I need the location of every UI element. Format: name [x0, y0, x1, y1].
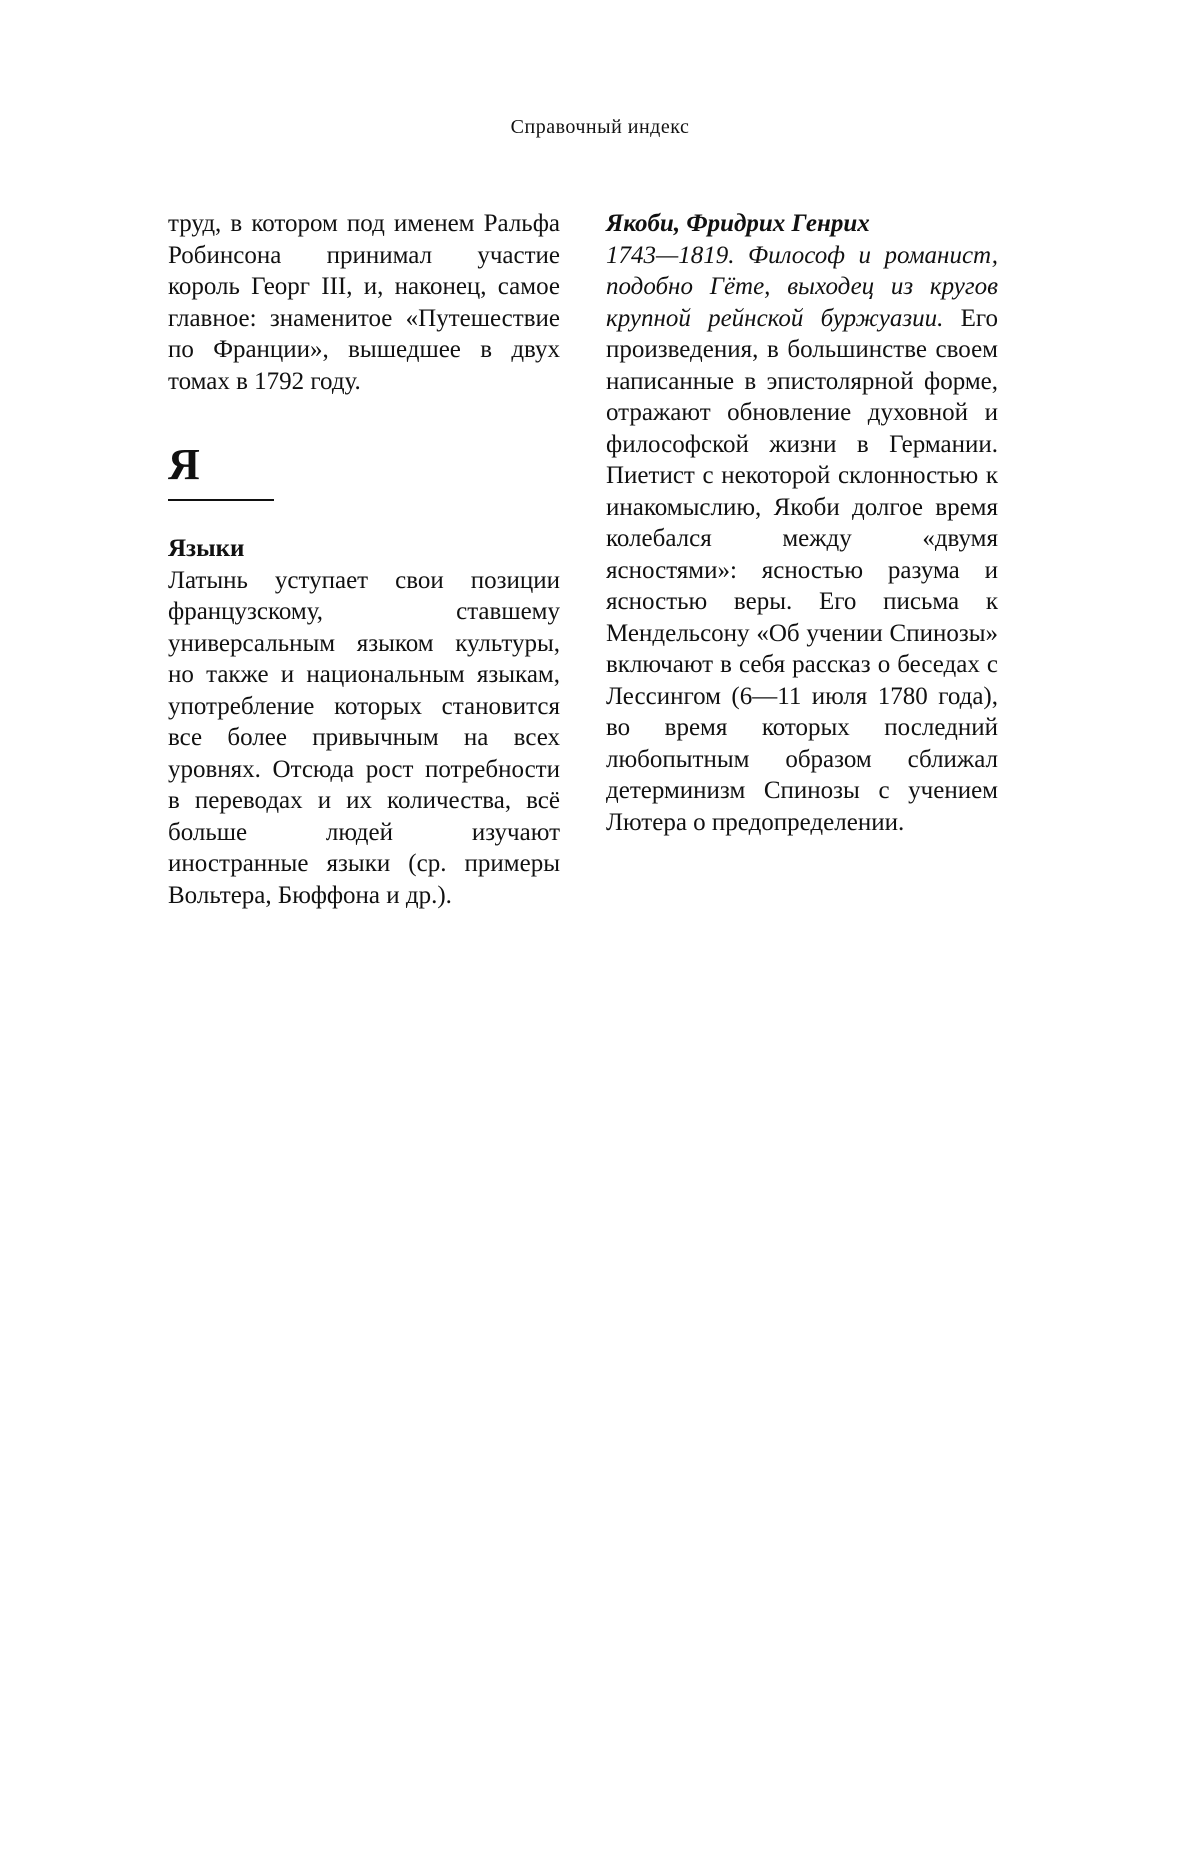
entry-title: Языки — [168, 533, 560, 565]
entry-title: Якоби, Фридрих Генрих — [606, 208, 998, 240]
entry-text — [606, 240, 998, 839]
entry-languages — [168, 533, 560, 911]
running-head: Справочный индекс — [0, 116, 1200, 139]
section-rule — [168, 499, 274, 501]
entry-body: Его произведения, в большинстве своем написанные в эпистолярной форме, отражают обновление духовной и философской жизни в Германии. Пиетист с некоторой склонностью к инакомыслию, Якоби долгое время колебался между «двумя ясностями»: ясностью разума и ясностью веры. Его письма к Мендельсону «Об учении Спинозы» включают в себя рассказ о беседах с Лессингом (6—11 июля 1780 года), во время которых последний любопытным образом сближал детерминизм Спинозы с учением Лютера о предопределении. — [606, 305, 998, 836]
section-letter-block — [168, 439, 560, 505]
entry-lead: 1743—1819. Философ и романист, подобно Гёте, выходец из кругов крупной рейнской буржуазии. — [606, 242, 998, 332]
right-column — [606, 208, 998, 838]
entry-text: Латынь уступает свои позиции французскому, ставшему универсальным языком культуры, но также и национальным языкам, употребление которых становится все более привычным на всех уровнях. Отсюда рост потребности в переводах и их количества, всё больше людей изучают иностранные языки (ср. примеры Вольтера, Бюффона и др.). — [168, 565, 560, 912]
continuation-paragraph: труд, в котором под именем Ральфа Робинсона принимал участие король Георг III, и, наконец, самое главное: знаменитое «Путешествие по Франции», вышедшее в двух томах в 1792 году. — [168, 208, 560, 397]
left-column — [168, 208, 560, 911]
section-letter: Я — [168, 439, 200, 491]
entry-jacobi — [606, 208, 998, 838]
